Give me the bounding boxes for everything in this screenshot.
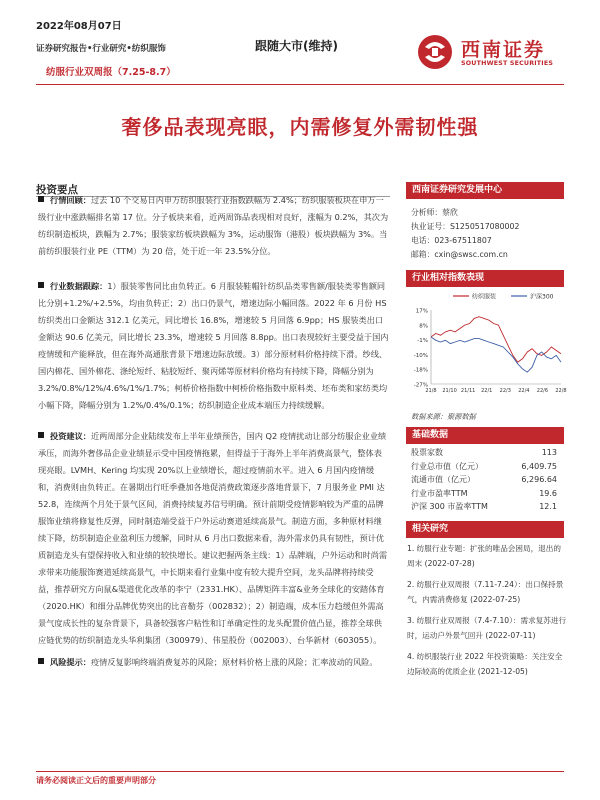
logo-text-en: SOUTHWEST SECURITIES: [461, 60, 554, 67]
key-data-label: 行业总市值（亿元）: [411, 461, 483, 471]
bullet-text: 过去 10 个交易日内申万纺织服装行业指数跌幅为 2.4%；纺织服装板块在申万一级行业中涨跌幅排名第 17 位。分子板块来看，近两周饰品表现相对良好，涨幅为 0.2%，其次为纺织制造板块，跌幅为 2.7%；服装家纺板块跌幅为 3%，运动服饰（港股）板块跌幅为 3%。当前纺织服装行业 PE（TTM）为 20 倍，处于近一年 23.5%分位。: [38, 195, 389, 256]
logo-mark-icon: [417, 33, 453, 71]
y-tick-label: 17%: [415, 308, 428, 315]
related-item[interactable]: 3. 纺服行业双周报（7.4-7.10）：需求复苏进行时，运动户外景气回升 (2022-07-11): [407, 616, 567, 640]
x-tick-label: 22/4: [518, 388, 530, 394]
relative-index-chart: [405, 288, 565, 400]
key-data-row: [411, 473, 557, 487]
key-data-label: 流通市值（亿元）: [411, 475, 475, 485]
series-line: [431, 337, 561, 372]
key-data-value: 19.6: [539, 488, 557, 498]
logo-text-cn: 西南证券: [461, 39, 546, 61]
report-date: 2022年08月07日: [36, 21, 122, 32]
x-tick-label: 22/8: [555, 388, 567, 394]
team-header: 西南证券研究发展中心: [406, 182, 564, 199]
bullet-label: 行情回顾：: [50, 195, 91, 205]
x-tick-label: 22/6: [536, 388, 549, 394]
key-data-row: [411, 500, 557, 514]
key-data-value: 6,409.75: [521, 461, 557, 471]
chart-header: 行业相对指数表现: [406, 270, 564, 287]
bullet-label: 投资建议：: [50, 431, 91, 441]
related-header: 相关研究: [406, 521, 564, 538]
bullet-risk: [38, 654, 390, 671]
key-data-value: 6,296.64: [521, 475, 557, 485]
chart-source: 数据来源：聚源数据: [411, 412, 476, 421]
analyst-phone: 电话：023-67511807: [411, 236, 492, 245]
bullet-market-review: [38, 192, 390, 260]
summary-heading: 投资要点: [36, 184, 78, 196]
bullet-text: 1）服装零售同比由负转正。6 月服装鞋帽针纺织品类零售额/服装类零售额同比分别+1.2%/+2.5%，均由负转正；2）出口仍景气，增速边际小幅回落。2022 年 6 月份 HS 纺织类出口金额达 312.1 亿美元，同比增长 16.8%，增速较 5 月回落 6.9pp；HS 服装类出口金额达 90.6 亿美元，同比增长 23.3%，增速较 5 月回落 8.8pp。出口表现较好主要受益于国内疫情缓和产能释放，但在海外高通胀背景下增速边际放缓。3）部分原材料价格持续下滑。纱线、国内棉花、国外棉花、涤纶短纤、粘胶短纤、聚丙烯等原材料价格均有持续下降，降幅分别为 3.2%/0.8%/12%/4.6%/1%/1.7%；柯桥价格指数中柯桥价格指数中原料类、坯布类和家纺类均小幅下降，降幅分别为 1.2%/0.4%/0.1%；纺织制造企业成本端压力持续缓解。: [38, 281, 389, 410]
key-data-label: 股票家数: [411, 448, 443, 457]
x-tick-label: 21/11: [460, 388, 476, 394]
report-series: 纺服行业双周报（7.25-8.7）: [46, 67, 176, 78]
report-type: 证券研究报告•行业研究•纺织服饰: [36, 44, 166, 54]
legend-label: 沪深300: [530, 293, 554, 301]
y-tick-label: 8%: [419, 323, 428, 330]
header-divider: [36, 84, 564, 85]
footer-disclaimer: 请务必阅读正文后的重要声明部分: [36, 776, 156, 785]
key-data-row: [411, 446, 557, 460]
chart-svg: [405, 288, 565, 400]
y-tick-label: -27%: [413, 382, 428, 389]
bullet-text: 疫情反复影响终端消费复苏的风险；原材料价格上涨的风险；汇率波动的风险。: [90, 657, 378, 667]
bullet-investment-advice: [38, 428, 390, 649]
legend-label: 纺织服装: [472, 293, 497, 301]
x-tick-label: 22/3: [499, 388, 511, 394]
key-data-header: 基础数据: [406, 427, 564, 444]
key-data-row: [411, 487, 557, 501]
key-data-value: 113: [541, 448, 557, 457]
key-data-label: 行业市盈率TTM: [411, 488, 468, 498]
x-tick-label: 21/10: [442, 388, 457, 394]
company-logo: [417, 33, 567, 75]
report-title: 奢侈品表现亮眼，内需修复外需韧性强: [121, 115, 479, 139]
related-item[interactable]: 4. 纺织服装行业 2022 年投资策略：关注安全边际较高的优质企业 (2021-12-05): [407, 652, 563, 676]
bullet-square-icon: [38, 282, 44, 288]
bullet-square-icon: [38, 432, 44, 438]
key-data-label: 沪深 300 市盈率TTM: [411, 502, 488, 512]
x-tick-label: 22/1: [481, 388, 493, 394]
y-tick-label: -10%: [413, 352, 428, 359]
bullet-square-icon: [38, 196, 44, 202]
bullet-label: 风险提示：: [50, 657, 91, 667]
key-data-value: 12.1: [539, 502, 557, 512]
related-item[interactable]: 2. 纺服行业双周报（7.11-7.24）：出口保持景气，内需消费修复 (2022-07-25): [407, 580, 564, 604]
analyst-email: 邮箱：cxin@swsc.com.cn: [411, 250, 508, 259]
bullet-industry-data: [38, 278, 390, 414]
analyst-name: 分析师：蔡欣: [411, 208, 458, 217]
related-item[interactable]: 1. 纺服行业专题：扩张的唯品会困局，退出的周末 (2022-07-28): [407, 544, 561, 568]
series-line: [431, 317, 561, 362]
analyst-license: 执业证号：S1250517080002: [411, 222, 520, 231]
bullet-text: 近两周部分企业陆续发布上半年业绩预告，国内 Q2 疫情扰动让部分纺服企业业绩承压，而海外奢侈品企业业绩显示受中国疫情拖累，但得益于于海外上半年消费高景气，整体表现亮眼。LVMH、Kering 均实现 20%以上业绩增长，超过疫情前水平。进入 6 月国内疫情缓和，消费则由负转正。在暑期出行旺季叠加各地促消费政策逐步落地背景下，7 月服务业 PMI 达 52.8，连续两个月处于景气区间，消费持续复苏信号明确。预计前期受疫情影响较为严重的品牌服饰业绩将修复性反弹，同时制造端受益于户外运动赛道延续高景气。制造方面，多种原材料继续下降，纺织制造企业盈利压力缓解，同时从 6 月出口数据来看，海外需求仍具有韧性，预计优质制造龙头有望保持收入和业绩的较快增长。建议把握两条主线：1）品牌端，户外运动和时尚需求带来功能服饰赛道延续高景气，中长期来看行业集中度有较大提升空间，龙头品牌将持续受益，推荐研究方向鼠&渠道优化改革的李宁（2331.HK）、品牌矩阵丰富&业务全球化的安踏体育（2020.HK）和细分品牌优势突出的比音勒芬（002832）；2）制造端，成本压力趋缓但外需高景气度成长性的复杂背景下，具备较强客户粘性和订单确定性的龙头配置价值凸显，推荐全球供应链优势的纺织制造龙头华利集团（300979）、伟星股份（002003）、台华新材（603055）。: [38, 431, 388, 645]
footer-divider: [36, 771, 564, 772]
bullet-square-icon: [38, 658, 44, 664]
y-tick-label: -1%: [417, 338, 428, 345]
x-tick-label: 21/8: [425, 388, 437, 394]
industry-rating: 跟随大市(维持): [255, 39, 338, 53]
bullet-label: 行业数据跟踪：: [50, 281, 108, 291]
key-data-row: [411, 460, 557, 474]
y-tick-label: -18%: [413, 367, 428, 374]
